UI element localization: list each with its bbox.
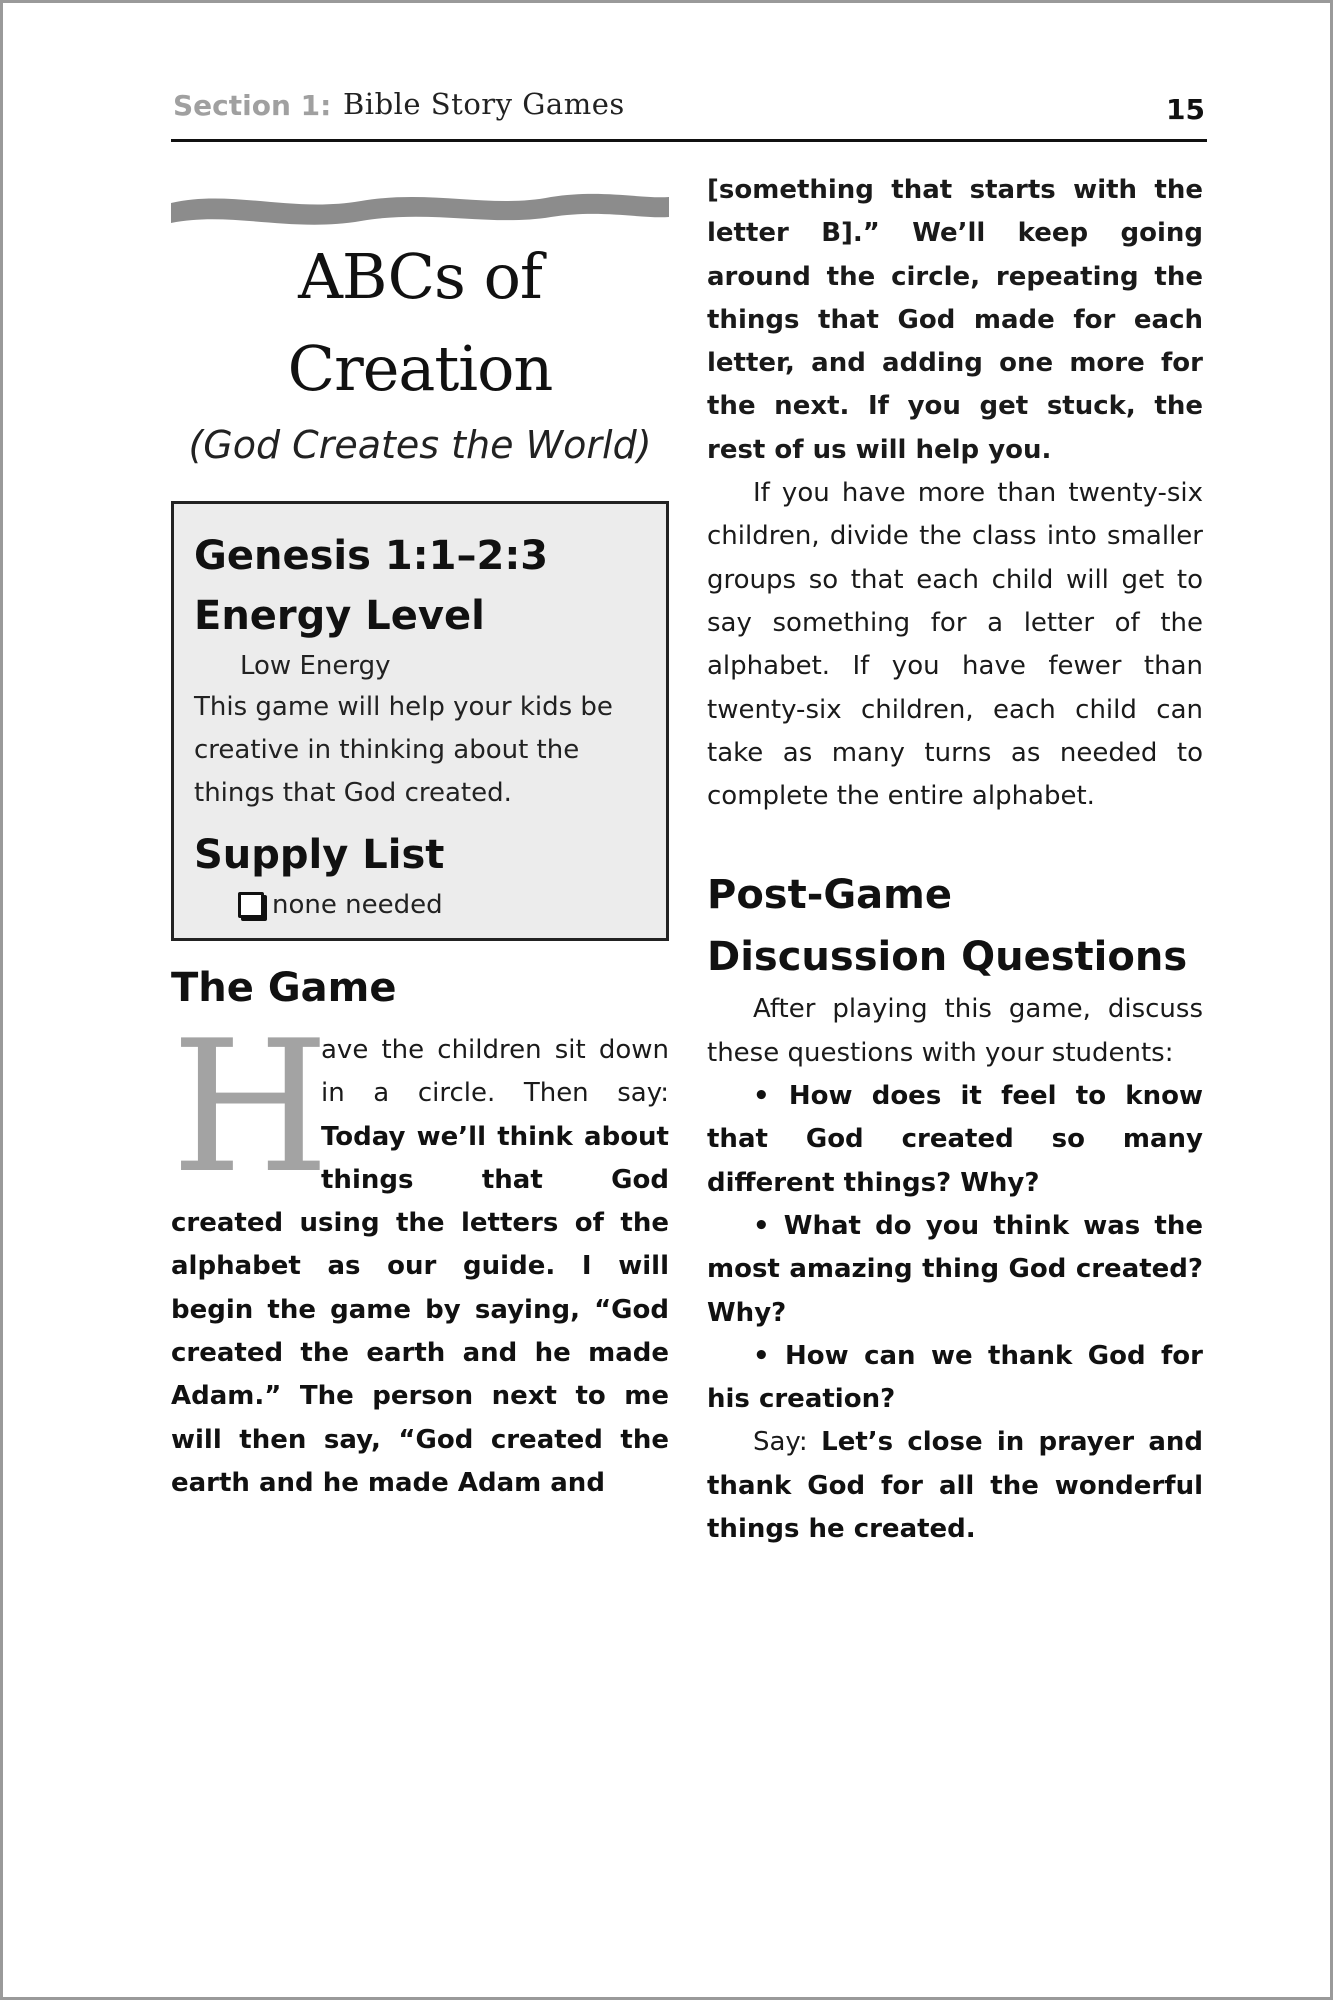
closing-lead: Say: [753,1427,822,1458]
scripture-reference: Genesis 1:1–2:3 [194,533,549,579]
game-instruction-part2: [something that starts with the letter B].” We’ll keep going around the circle, repeating the things that God made for each letter, and adding one more for the next. If you get stuck, the rest of us will help you. [707,175,1203,465]
closing-prayer-text: Let’s close in prayer and thank God for all the wonderful things he created. [707,1427,1203,1545]
page-number: 15 [1166,93,1205,126]
game-intro-text: ave the children sit down in a circle. Then say: [321,1035,669,1109]
the-game-paragraph [171,1001,669,1505]
section-title: Bible Story Games [343,87,625,121]
supply-item-label: none needed [272,890,443,920]
decorative-wave-banner [171,183,669,233]
energy-level-heading: Energy Level [194,593,485,639]
discussion-heading: Post-Game Discussion Questions [707,872,1188,981]
the-game-heading: The Game [171,965,397,1011]
energy-level-value: Low Energy [240,651,391,681]
discussion-question-2: • What do you think was the most amazing thing God created? Why? [707,1210,1203,1328]
discussion-intro: After playing this game, discuss these questions with your students: [707,994,1203,1068]
discussion-question-3: • How can we thank God for his creation? [707,1340,1203,1415]
supply-list-item [194,885,646,925]
game-title-line1: ABCs of [298,240,542,313]
game-paragraph-2: If you have more than twenty-six children, divide the class into smaller groups so that each child will get to say something for a letter of the alphabet. If you have fewer than twenty-six children, each child can take as many turns as needed to complete the entire alphabet. [707,478,1203,812]
game-info-box [171,501,669,941]
running-header [171,87,1207,142]
energy-level-description: This game will help your kids be creative in thinking about the things that God created. [194,692,613,808]
game-title-line2: Creation [287,332,553,405]
discussion-question-1: • How does it feel to know that God created so many different things? Why? [707,1081,1203,1198]
checkbox-icon [238,892,264,918]
section-label: Section 1: [173,89,332,122]
game-instruction-part1: Today we’ll think about things that God created using the letters of the alphabet as our guide. I will begin the game by saying, “God created the earth and he made Adam.” The person next to me will then say, “God created the earth and he made Adam and [171,1121,669,1498]
game-title [171,231,669,415]
game-subtitle: (God Creates the World) [188,423,652,467]
closing-prayer-paragraph [707,1421,1203,1551]
drop-cap-letter: H [171,1001,330,1213]
right-column [707,169,1203,1551]
supply-list-heading: Supply List [194,832,445,878]
